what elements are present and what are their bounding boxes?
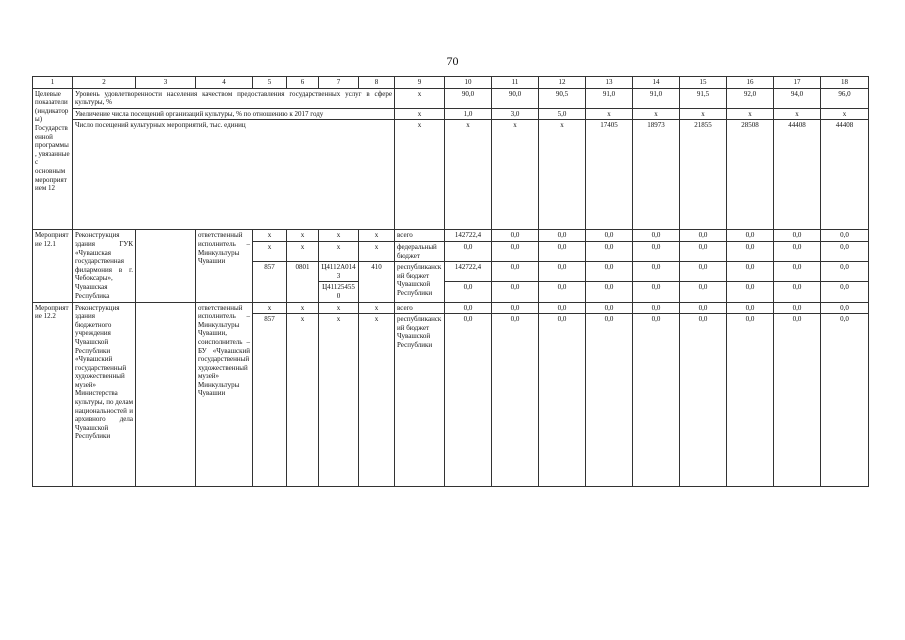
measure-executor: ответственный исполнитель – Минкультуры Чувашии	[196, 230, 253, 302]
table-cell: 0,0	[539, 302, 586, 314]
table-cell: x	[319, 230, 359, 242]
table-cell: x	[359, 230, 395, 242]
header-cell: 10	[445, 77, 492, 89]
target-row	[33, 108, 869, 120]
table-cell: 0,0	[821, 302, 869, 314]
table-cell: 0,0	[774, 282, 821, 302]
table-cell: 0,0	[445, 282, 492, 302]
table-cell: x	[395, 120, 445, 230]
header-cell: 11	[492, 77, 539, 89]
page-number: 70	[446, 54, 459, 68]
program-table	[32, 76, 869, 487]
table-cell: 142722,4	[445, 230, 492, 242]
table-cell: Ц411254550	[319, 282, 359, 302]
measure-name: Реконструкция здания бюджетного учреждения Чувашской Республики «Чувашский государственный художественный музей» Министерства культуры, по делам национальностей и архивного дела Чувашской Республики	[73, 302, 136, 487]
table-cell: 0,0	[774, 314, 821, 487]
table-cell: 0,0	[586, 262, 633, 282]
header-cell: 1	[33, 77, 73, 89]
header-cell: 2	[73, 77, 136, 89]
table-cell: 0,0	[727, 314, 774, 487]
table-cell: 18973	[633, 120, 680, 230]
table-cell: 0,0	[727, 302, 774, 314]
table-cell: 0,0	[492, 262, 539, 282]
table-cell: 0,0	[586, 230, 633, 242]
m122-row	[33, 302, 869, 314]
table-cell: 142722,4	[445, 262, 492, 282]
table-cell: 0,0	[821, 230, 869, 242]
target-text: Уровень удовлетворенности населения качеством предоставления государственных услуг в сфере культуры, %	[73, 88, 395, 108]
table-cell: x	[359, 314, 395, 487]
table-cell: 0,0	[445, 241, 492, 261]
table-cell: x	[727, 108, 774, 120]
table-cell: 0,0	[633, 262, 680, 282]
table-cell: 0,0	[821, 241, 869, 261]
table-cell: 0,0	[774, 302, 821, 314]
table-cell: x	[492, 120, 539, 230]
table-cell	[136, 230, 196, 302]
table-cell: 0,0	[727, 262, 774, 282]
table-cell: 0,0	[774, 241, 821, 261]
target-row	[33, 88, 869, 108]
header-cell: 17	[774, 77, 821, 89]
table-cell: 0,0	[774, 230, 821, 242]
header-cell: 12	[539, 77, 586, 89]
table-cell: 0,0	[633, 314, 680, 487]
table-cell	[136, 302, 196, 487]
table-cell: 0,0	[492, 241, 539, 261]
table-cell: x	[774, 108, 821, 120]
table-cell: 0,0	[492, 314, 539, 487]
table-cell: 0,0	[680, 302, 727, 314]
table-cell: x	[821, 108, 869, 120]
table-cell: 0,0	[727, 282, 774, 302]
table-cell: 92,0	[727, 88, 774, 108]
table-cell: 0,0	[586, 282, 633, 302]
table-cell: 0,0	[821, 282, 869, 302]
target-text: Число посещений культурных мероприятий, тыс. единиц	[73, 120, 395, 230]
targets-label: Целевые показатели (индикаторы) Государственной программы, увязанные с основным мероприятием 12	[33, 88, 73, 230]
table-cell: 0,0	[586, 302, 633, 314]
table-cell: 0801	[287, 262, 319, 302]
table-cell: 90,0	[445, 88, 492, 108]
table-cell: 0,0	[680, 241, 727, 261]
table-cell: 3,0	[492, 108, 539, 120]
table-cell: 91,0	[586, 88, 633, 108]
table-cell: 0,0	[680, 262, 727, 282]
header-cell: 3	[136, 77, 196, 89]
table-cell: 0,0	[539, 314, 586, 487]
table-cell: 90,5	[539, 88, 586, 108]
table-cell: 0,0	[633, 241, 680, 261]
measure-executor: ответственный исполнитель – Минкультуры Чувашии, соисполнитель – БУ «Чувашский государственный художественный музей» Минкультуры Чувашии	[196, 302, 253, 487]
table-cell: x	[395, 88, 445, 108]
table-cell: 96,0	[821, 88, 869, 108]
table-cell: 17405	[586, 120, 633, 230]
table-cell: 0,0	[539, 241, 586, 261]
funding-source: республиканский бюджет Чувашской Республики	[395, 262, 445, 302]
target-text: Увеличение числа посещений организаций культуры, % по отношению к 2017 году	[73, 108, 395, 120]
funding-source: всего	[395, 302, 445, 314]
header-cell: 15	[680, 77, 727, 89]
header-cell: 13	[586, 77, 633, 89]
header-cell: 8	[359, 77, 395, 89]
table-cell: 90,0	[492, 88, 539, 108]
table-cell: 0,0	[633, 230, 680, 242]
table-cell: 91,0	[633, 88, 680, 108]
m121-row	[33, 230, 869, 242]
table-cell: x	[287, 314, 319, 487]
funding-source: республиканский бюджет Чувашской Республики	[395, 314, 445, 487]
table-cell: x	[395, 108, 445, 120]
table-cell: 5,0	[539, 108, 586, 120]
measure-label: Мероприятие 12.1	[33, 230, 73, 302]
table-cell: 0,0	[633, 282, 680, 302]
table-cell: 857	[253, 314, 287, 487]
table-cell: 0,0	[539, 262, 586, 282]
header-cell: 9	[395, 77, 445, 89]
table-cell: 0,0	[727, 230, 774, 242]
table-cell: 0,0	[680, 282, 727, 302]
table-cell: x	[586, 108, 633, 120]
table-cell: 0,0	[680, 230, 727, 242]
table-cell: 0,0	[586, 314, 633, 487]
table-cell: 1,0	[445, 108, 492, 120]
header-cell: 16	[727, 77, 774, 89]
table-cell: 44408	[774, 120, 821, 230]
table-cell: 0,0	[539, 230, 586, 242]
table-cell: x	[319, 241, 359, 261]
header-row	[33, 77, 869, 89]
table-cell: x	[253, 241, 287, 261]
measure-name: Реконструкция здания ГУК «Чувашская государственная филармония в г. Чебоксары», Чувашская Республика	[73, 230, 136, 302]
table-cell: 0,0	[586, 241, 633, 261]
table-cell: 0,0	[727, 241, 774, 261]
table-cell: 21855	[680, 120, 727, 230]
table-cell: 410	[359, 262, 395, 302]
table-cell: x	[633, 108, 680, 120]
table-cell: x	[359, 302, 395, 314]
table-cell: 0,0	[821, 314, 869, 487]
table-cell: 0,0	[539, 282, 586, 302]
table-cell: 0,0	[633, 302, 680, 314]
header-cell: 7	[319, 77, 359, 89]
funding-source: всего	[395, 230, 445, 242]
table-cell: x	[287, 241, 319, 261]
table-cell: 0,0	[821, 262, 869, 282]
table-cell: 0,0	[492, 230, 539, 242]
table-cell: x	[287, 302, 319, 314]
table-cell: x	[253, 302, 287, 314]
table-cell: x	[319, 302, 359, 314]
table-cell: x	[253, 230, 287, 242]
table-cell: x	[539, 120, 586, 230]
table-cell: x	[680, 108, 727, 120]
header-cell: 5	[253, 77, 287, 89]
table-cell: x	[319, 314, 359, 487]
funding-source: федеральный бюджет	[395, 241, 445, 261]
table-cell: 44408	[821, 120, 869, 230]
table-cell: 28508	[727, 120, 774, 230]
table-cell: x	[445, 120, 492, 230]
table-cell: 0,0	[774, 262, 821, 282]
table-cell: 91,5	[680, 88, 727, 108]
table-cell: 0,0	[492, 282, 539, 302]
table-cell: x	[359, 241, 395, 261]
table-cell: x	[287, 230, 319, 242]
measure-label: Мероприятие 12.2	[33, 302, 73, 487]
table-cell: 0,0	[445, 302, 492, 314]
target-row	[33, 120, 869, 230]
header-cell: 14	[633, 77, 680, 89]
table-cell: 0,0	[680, 314, 727, 487]
table-cell: 0,0	[492, 302, 539, 314]
table-cell: 0,0	[445, 314, 492, 487]
table-cell: 94,0	[774, 88, 821, 108]
table-cell: 857	[253, 262, 287, 302]
header-cell: 6	[287, 77, 319, 89]
table-cell: Ц4112А0143	[319, 262, 359, 282]
header-cell: 4	[196, 77, 253, 89]
header-cell: 18	[821, 77, 869, 89]
